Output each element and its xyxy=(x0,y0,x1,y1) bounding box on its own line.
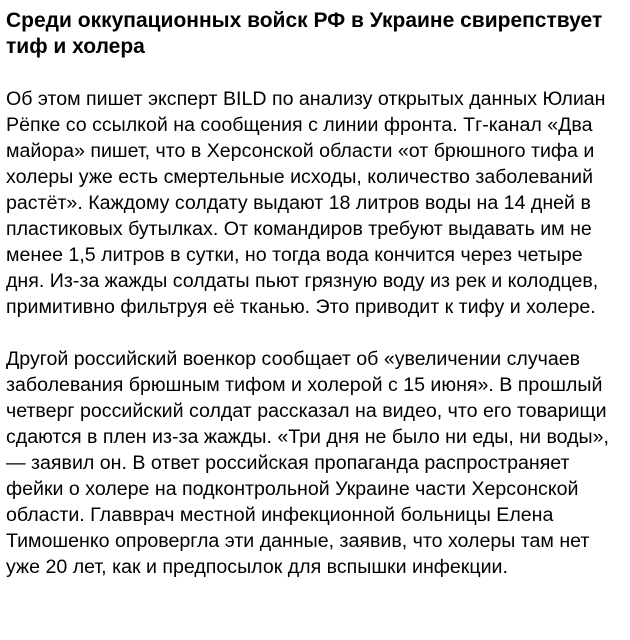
post-paragraph-1: Об этом пишет эксперт BILD по анализу открытых данных Юлиан Рёпке со ссылкой на сообщения с линии фронта. Тг-канал «Два майора» пишет, что в Херсонской области «от брюшного тифа и холеры уже есть смертельные исходы, количество заболеваний растёт». Каждому солдату выдают 18 литров воды на 14 дней в пластиковых бутылках. От командиров требуют выдавать им не менее 1,5 литров в сутки, но тогда вода кончится через четыре дня. Из-за жажды солдаты пьют грязную воду из рек и колодцев, примитивно фильтруя её тканью. Это приводит к тифу и холере. xyxy=(6,88,606,318)
post-title: Среди оккупационных войск РФ в Украине свирепствует тиф и холера xyxy=(6,9,603,58)
post-paragraph-2: Другой российский военкор сообщает об «увеличении случаев заболевания брюшным тифом и холерой с 15 июня». В прошлый четверг российский солдат рассказал на видео, что его товарищи сдаются в плен из-за жажды. «Три дня не было ни еды, ни воды», — заявил он. В ответ российская пропаганда распространяет фейки о холере на подконтрольной Украине части Херсонской области. Главврач местной инфекционной больницы Елена Тимошенко опровергла эти данные, заявив, что холеры там нет уже 20 лет, как и предпосылок для вспышки инфекции. xyxy=(6,348,609,578)
